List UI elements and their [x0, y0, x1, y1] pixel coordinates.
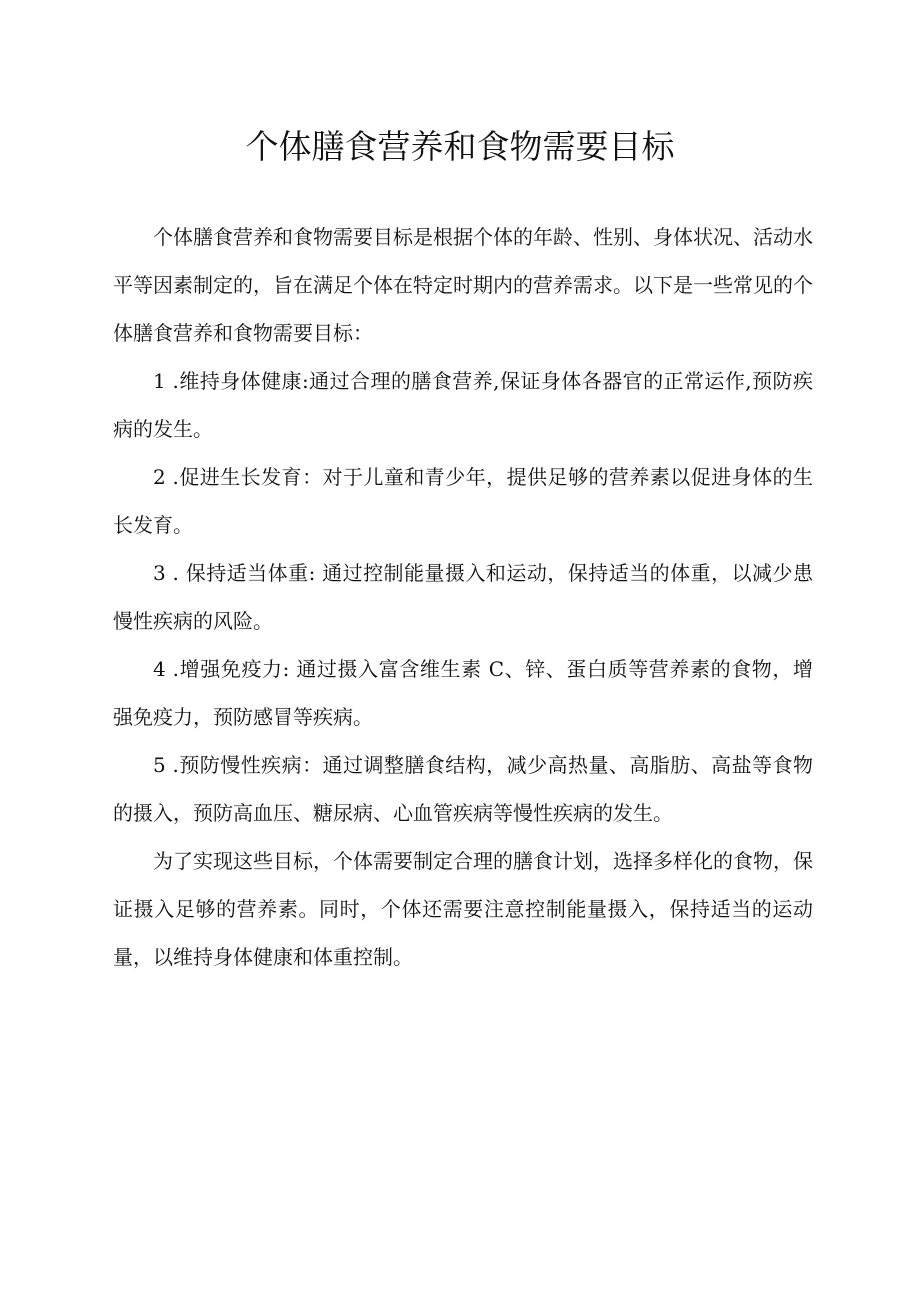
conclusion-paragraph: 为了实现这些目标，个体需要制定合理的膳食计划，选择多样化的食物，保证摄入足够的营养素。同时，个体还需要注意控制能量摄入，保持适当的运动量，以维持身体健康和体重控制。 — [113, 849, 813, 969]
document-body — [113, 213, 813, 981]
document-title: 个体膳食营养和食物需要目标 — [245, 127, 675, 166]
goal-item-1: 1 .维持身体健康:通过合理的膳食营养,保证身体各器官的正常运作,预防疾病的发生。 — [113, 369, 813, 441]
goal-item-2: 2 .促进生长发育：对于儿童和青少年，提供足够的营养素以促进身体的生长发育。 — [113, 465, 813, 537]
goal-item-4: 4 .增强免疫力: 通过摄入富含维生素 C、锌、蛋白质等营养素的食物，增强免疫力，预防感冒等疾病。 — [113, 657, 813, 729]
goal-item-5: 5 .预防慢性疾病：通过调整膳食结构，减少高热量、高脂肪、高盐等食物的摄入，预防高血压、糖尿病、心血管疾病等慢性疾病的发生。 — [113, 753, 813, 825]
goal-item-3: 3 . 保持适当体重: 通过控制能量摄入和运动，保持适当的体重，以减少患慢性疾病的风险。 — [113, 561, 813, 633]
intro-paragraph: 个体膳食营养和食物需要目标是根据个体的年龄、性别、身体状况、活动水平等因素制定的，旨在满足个体在特定时期内的营养需求。以下是一些常见的个体膳食营养和食物需要目标： — [113, 225, 813, 345]
